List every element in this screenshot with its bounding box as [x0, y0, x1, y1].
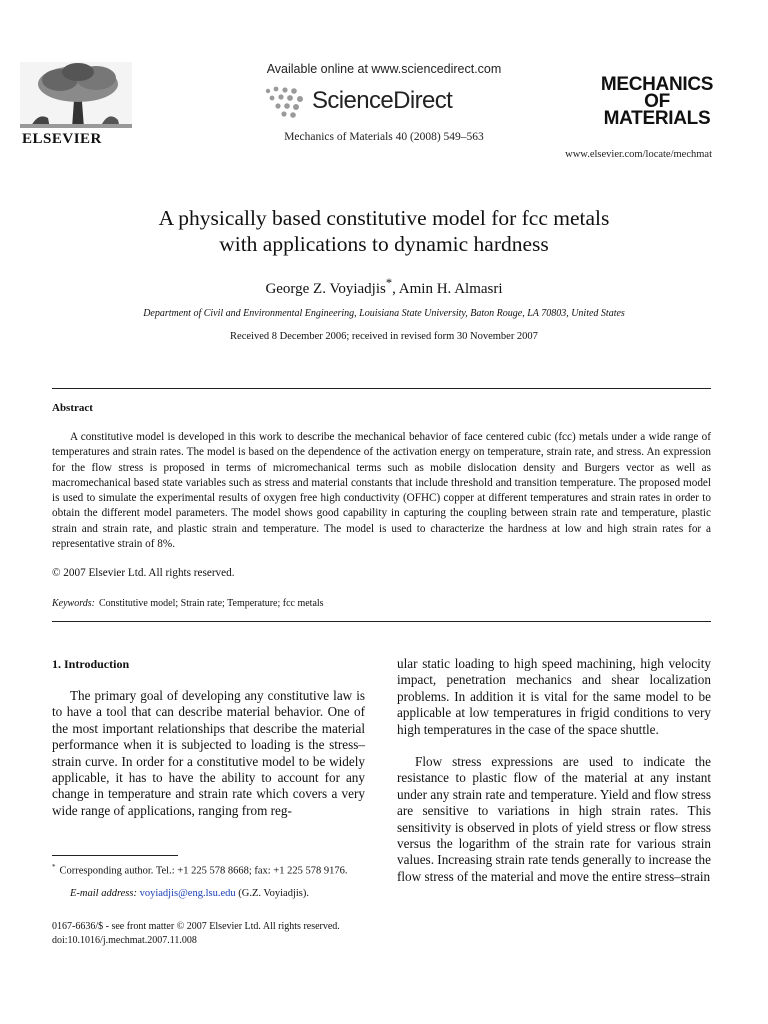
publisher-name: ELSEVIER: [22, 131, 102, 147]
footnote-text: Corresponding author. Tel.: +1 225 578 8668; fax: +1 225 578 9176.: [59, 865, 348, 877]
author-name: Amin H. Almasri: [398, 281, 503, 297]
section-heading: 1. Introduction: [52, 657, 130, 671]
author-separator: ,: [392, 281, 399, 297]
abstract-text: A constitutive model is developed in this work to describe the mechanical behavior of face centered cubic (fcc) metals under a wide range of temperatures and strain rates. The model is based on the dependence of the activation energy on temperature, strain rate, and stress. An expression for the flow stress is proposed in terms of micromechanical terms such as mobile dislocation density and Burgers vector as well as macromechanical based state variables such as stress and material constants that include threshold and transition temperature. The proposed model is used to simulate the experimental results of oxygen free high conductivity (OFHC) copper at different temperatures and strain rates in order to obtain the different model parameters. The model shows good capability in capturing the coupling between strain rate and temperature, plastic strain and strain rate, and plastic strain and temperature. The model is used to characterize the hardness at low and high strain rates for a representative strain of 8%.: [52, 431, 711, 551]
paragraph: Flow stress expressions are used to indicate the resistance to plastic flow of the material at any instant under any strain rate and temperature. Yield and flow stress are sensitive to variations in high strain rates. This sensitivity is observed in plots of yield stress or flow stress versus the logarithm of the strain rate for various strain values. Increasing strain rate tends generally to increase the flow stress of the material and move the entire stress–strain: [397, 754, 711, 884]
received-dates: Received 8 December 2006; received in revised form 30 November 2007: [230, 331, 538, 342]
sciencedirect-logo-text: ScienceDirect: [312, 87, 453, 114]
front-matter-footer: [52, 920, 340, 948]
journal-logo-line: MECHANICS: [600, 74, 714, 95]
footnote-email: [70, 888, 370, 899]
abstract-copyright: © 2007 Elsevier Ltd. All rights reserved.: [52, 567, 235, 579]
paragraph: The primary goal of developing any constitutive law is to have a tool that can describe material behavior. One of the most important relationships that describe the material performance when it is subjected to loading is the stress–strain curve. In order for a constitutive model to be widely applicable, it has to have the ability to account for any change in temperature and strain rate which covers a very wide range of applications, ranging from reg-: [52, 688, 365, 818]
corresponding-author-mark[interactable]: *: [385, 276, 393, 290]
title-line: A physically based constitutive model for fcc metals: [158, 206, 610, 230]
keywords-label: Keywords:: [52, 598, 95, 609]
paragraph: ular static loading to high speed machining, high velocity impact, penetration mechanics and shear localization problems. In addition it is vital for the same model to be applicable at low temperatures in frigid conditions to very high temperatures in the case of the space shuttle.: [397, 656, 711, 737]
journal-logo-line: OF: [644, 91, 670, 112]
keywords-list: Constitutive model; Strain rate; Temperature; fcc metals: [98, 598, 324, 609]
available-online-text[interactable]: Available online at www.sciencedirect.com: [266, 62, 502, 76]
email-label: E-mail address:: [70, 888, 137, 899]
issn-line: 0167-6636/$ - see front matter © 2007 Elsevier Ltd. All rights reserved.: [52, 921, 340, 932]
author-name: George Z. Voyiadjis: [265, 281, 386, 297]
article-title: [60, 205, 708, 257]
email-owner: (G.Z. Voyiadjis).: [235, 888, 310, 899]
footnote-mark: *: [52, 863, 56, 871]
divider: [52, 388, 711, 389]
footnote-divider: [52, 855, 178, 856]
journal-logo: [592, 76, 722, 127]
journal-reference: Mechanics of Materials 40 (2008) 549–563: [284, 131, 484, 143]
keywords: [52, 598, 324, 609]
title-line: with applications to dynamic hardness: [219, 232, 549, 256]
email-link[interactable]: voyiadjis@eng.lsu.edu: [139, 888, 236, 899]
doi-link[interactable]: doi:10.1016/j.mechmat.2007.11.008: [52, 935, 197, 946]
journal-url-link[interactable]: www.elsevier.com/locate/mechmat: [565, 149, 712, 160]
divider: [52, 621, 711, 622]
affiliation: Department of Civil and Environmental Engineering, Louisiana State University, Baton Rouge, LA 70803, United States: [143, 308, 625, 319]
abstract-heading: Abstract: [52, 402, 93, 414]
journal-logo-line: MATERIALS: [603, 108, 711, 129]
footnote-corresponding: [52, 860, 365, 879]
author-list: [0, 276, 768, 298]
